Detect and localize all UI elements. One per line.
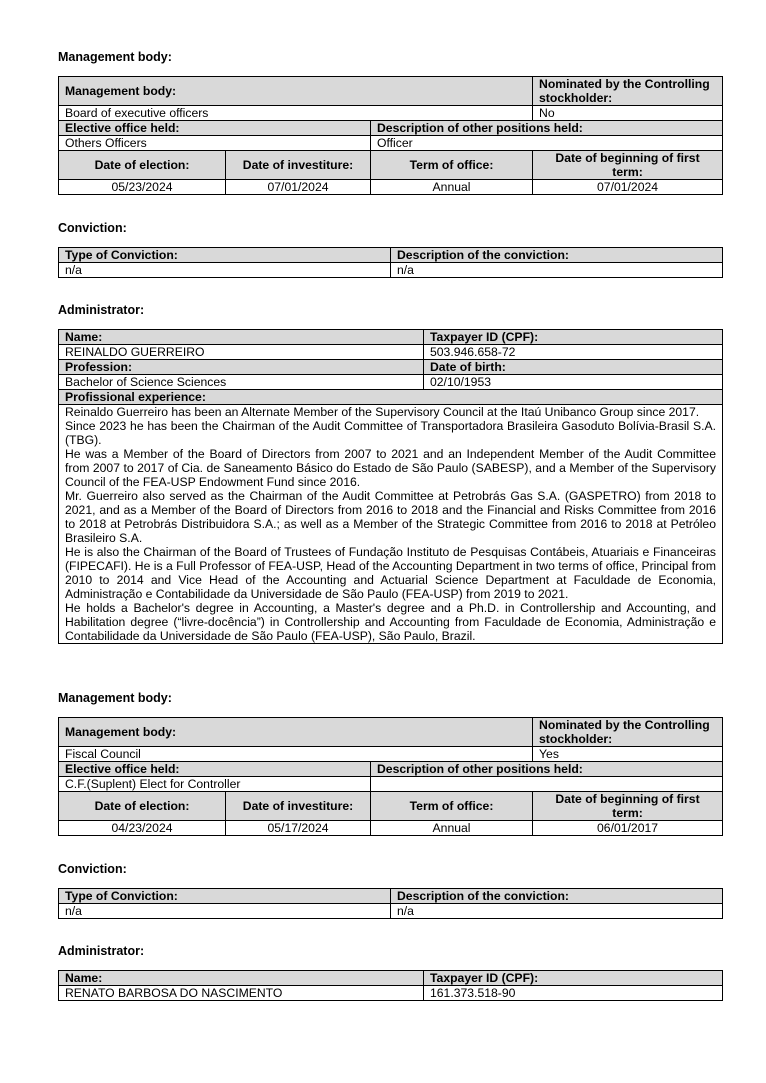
- date-first-term-value: 06/01/2017: [533, 821, 723, 836]
- experience-paragraph: He was a Member of the Board of Directors from 2007 to 2021 and an Independent Member of the Audit Committee from 2007 to 2017 of Cia. de Saneamento Básico do Estado de São Paulo (SABESP), and a Member of the Supervisory Council of the FEA-USP Endowment Fund since 2016.: [65, 447, 716, 489]
- other-positions-label: Description of other positions held:: [371, 121, 723, 136]
- conviction-desc-label: Description of the conviction:: [391, 889, 723, 904]
- elective-office-label: Elective office held:: [59, 121, 371, 136]
- taxpayer-value: 161.373.518-90: [424, 986, 723, 1001]
- birth-label: Date of birth:: [424, 360, 723, 375]
- administrator-heading-2: Administrator:: [58, 944, 145, 958]
- experience-paragraph: Reinaldo Guerreiro has been an Alternate Member of the Supervisory Council at the Itaú Unibanco Group since 2017.: [65, 405, 700, 419]
- experience-paragraph: He holds a Bachelor's degree in Accounting, a Master's degree and a Ph.D. in Controllership and Accounting, and Habilitation degree (“livre-docência”) in Controllership and Accounting from Faculdade de Economia, Administração e Contabilidade da Universidade de São Paulo (FEA-USP), São Paulo, Brazil.: [65, 601, 716, 643]
- management-body-value: Fiscal Council: [59, 747, 533, 762]
- nominated-label: Nominated by the Controlling stockholder:: [533, 77, 723, 106]
- nominated-value: No: [533, 106, 723, 121]
- date-election-label: Date of election:: [59, 792, 226, 821]
- admin-name-value: REINALDO GUERREIRO: [59, 345, 424, 360]
- date-first-term-value: 07/01/2024: [533, 180, 723, 195]
- date-first-term-label: Date of beginning of first term:: [533, 792, 723, 821]
- taxpayer-label: Taxpayer ID (CPF):: [424, 330, 723, 345]
- elective-office-label: Elective office held:: [59, 762, 371, 777]
- profession-value: Bachelor of Science Sciences: [59, 375, 424, 390]
- birth-value: 02/10/1953: [424, 375, 723, 390]
- date-investiture-label: Date of investiture:: [226, 792, 371, 821]
- term-office-value: Annual: [371, 821, 533, 836]
- experience-paragraph: Mr. Guerreiro also served as the Chairman of the Audit Committee at Petrobrás Gas S.A. (GASPETRO) from 2018 to 2021, and as a Member of the Board of Directors from 2016 to 2018 and the Financial and Risks Committee from 2016 to 2018 at Petrobrás Distribuidora S.A.; as well as a Member of the Strategic Committee from 2016 to 2018 at Petróleo Brasileiro S.A.: [65, 489, 716, 545]
- administrator-table-2: [58, 970, 723, 1001]
- management-body-value: Board of executive officers: [59, 106, 533, 121]
- management-body-label: Management body:: [59, 77, 533, 106]
- experience-paragraph: He is also the Chairman of the Board of Trustees of Fundação Instituto de Pesquisas Contábeis, Atuariais e Financeiras (FIPECAFI). He is a Full Professor of FEA-USP, Head of the Accounting Department in two terms of office, Principal from 2010 to 2014 and Vice Head of the Accounting and Actuarial Science Department at Faculdade de Economia, Administração e Contabilidade da Universidade de São Paulo (FEA-USP) from 2019 to 2021.: [65, 545, 716, 601]
- taxpayer-label: Taxpayer ID (CPF):: [424, 971, 723, 986]
- management-body-heading-2: Management body:: [58, 691, 172, 705]
- admin-name-label: Name:: [59, 971, 424, 986]
- date-election-value: 05/23/2024: [59, 180, 226, 195]
- experience-paragraph: Since 2023 he has been the Chairman of the Audit Committee of Transportadora Brasileira Gasoduto Bolívia-Brasil S.A. (TBG).: [65, 419, 716, 447]
- term-office-label: Term of office:: [371, 151, 533, 180]
- management-body-heading-1: Management body:: [58, 50, 172, 64]
- experience-label: Profissional experience:: [59, 390, 723, 405]
- conviction-type-label: Type of Conviction:: [59, 889, 391, 904]
- date-election-label: Date of election:: [59, 151, 226, 180]
- date-investiture-value: 07/01/2024: [226, 180, 371, 195]
- date-investiture-label: Date of investiture:: [226, 151, 371, 180]
- administrator-table-1: [58, 329, 723, 644]
- profession-label: Profession:: [59, 360, 424, 375]
- other-positions-label: Description of other positions held:: [371, 762, 723, 777]
- nominated-value: Yes: [533, 747, 723, 762]
- conviction-type-label: Type of Conviction:: [59, 248, 391, 263]
- conviction-heading-2: Conviction:: [58, 862, 127, 876]
- management-body-label: Management body:: [59, 718, 533, 747]
- management-body-table-2: [58, 717, 723, 836]
- term-office-label: Term of office:: [371, 792, 533, 821]
- term-office-value: Annual: [371, 180, 533, 195]
- conviction-heading-1: Conviction:: [58, 221, 127, 235]
- other-positions-value: [371, 777, 723, 792]
- management-body-table-1: [58, 76, 723, 195]
- conviction-desc-value: n/a: [391, 904, 723, 919]
- conviction-type-value: n/a: [59, 904, 391, 919]
- date-investiture-value: 05/17/2024: [226, 821, 371, 836]
- administrator-heading-1: Administrator:: [58, 303, 145, 317]
- nominated-label: Nominated by the Controlling stockholder:: [533, 718, 723, 747]
- admin-name-label: Name:: [59, 330, 424, 345]
- other-positions-value: Officer: [371, 136, 723, 151]
- conviction-type-value: n/a: [59, 263, 391, 278]
- taxpayer-value: 503.946.658-72: [424, 345, 723, 360]
- elective-office-value: Others Officers: [59, 136, 371, 151]
- experience-text: [59, 405, 723, 644]
- conviction-table-2: [58, 888, 723, 919]
- conviction-desc-label: Description of the conviction:: [391, 248, 723, 263]
- date-election-value: 04/23/2024: [59, 821, 226, 836]
- admin-name-value: RENATO BARBOSA DO NASCIMENTO: [59, 986, 424, 1001]
- date-first-term-label: Date of beginning of first term:: [533, 151, 723, 180]
- elective-office-value: C.F.(Suplent) Elect for Controller: [59, 777, 371, 792]
- conviction-table-1: [58, 247, 723, 278]
- conviction-desc-value: n/a: [391, 263, 723, 278]
